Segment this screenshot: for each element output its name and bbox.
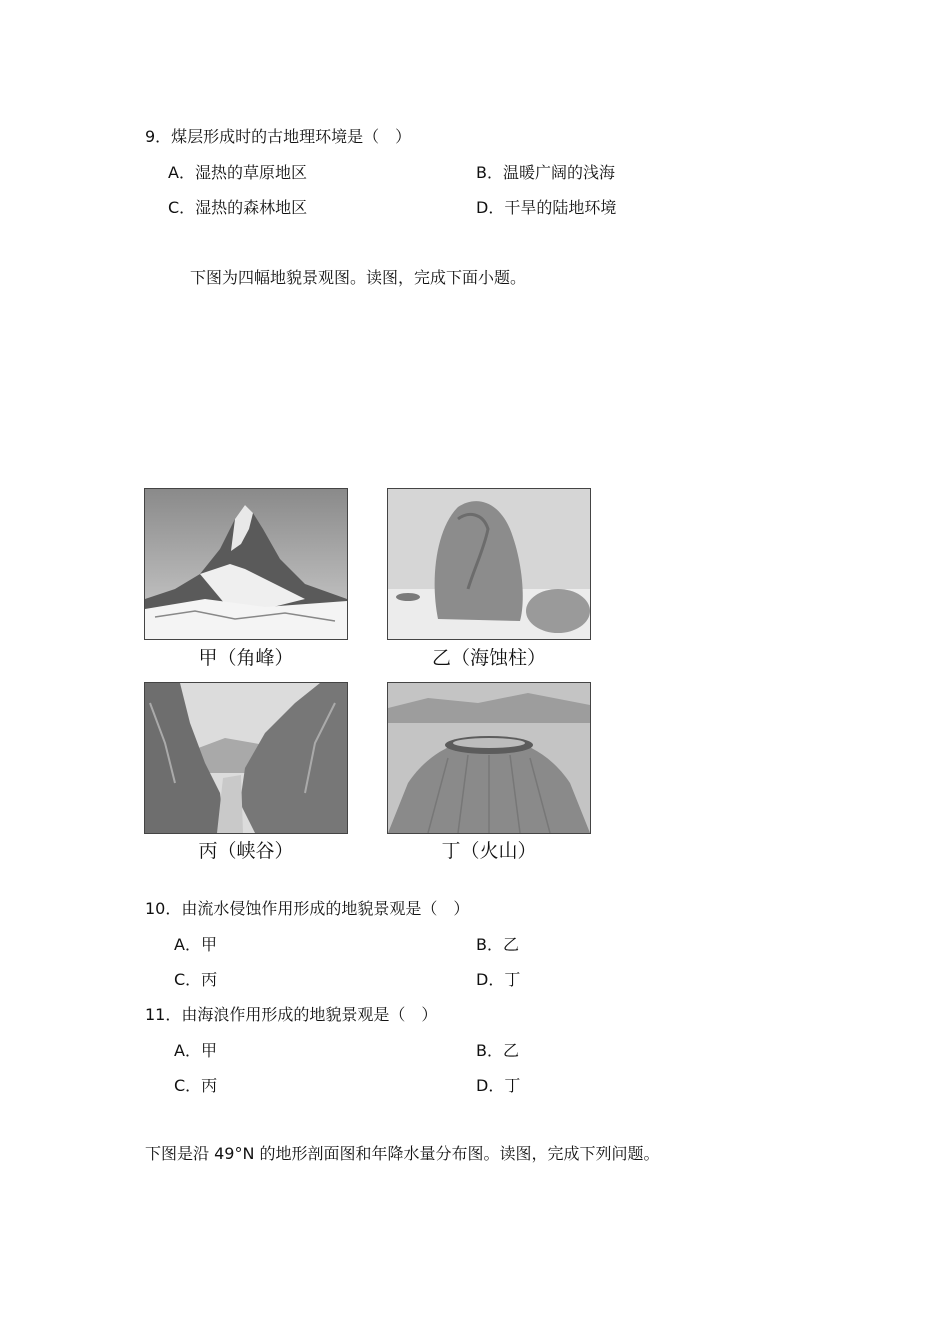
q10-option-b[interactable]: B．乙 [476,935,519,954]
q9-option-a[interactable]: A．湿热的草原地区 [168,163,307,182]
intro-landforms: 下图为四幅地貌景观图。读图，完成下面小题。 [190,268,527,287]
q11-option-b[interactable]: B．乙 [476,1041,519,1060]
q9-option-c[interactable]: C．湿热的森林地区 [168,198,308,217]
photo-sea-stack [387,488,591,640]
q11-option-c[interactable]: C．丙 [174,1076,218,1095]
photo-horn-peak [144,488,348,640]
caption-bing: 丙（峡谷） [198,840,294,862]
photo-gorge [144,682,348,834]
photo-volcano [387,682,591,834]
q9-option-d[interactable]: D．干旱的陆地环境 [476,198,617,217]
q11-option-a[interactable]: A．甲 [174,1041,217,1060]
q10-option-c[interactable]: C．丙 [174,970,218,989]
q10-stem: 10．由流水侵蚀作用形成的地貌景观是（ ） [145,899,470,918]
intro-profile: 下图是沿 49°N 的地形剖面图和年降水量分布图。读图，完成下列问题。 [145,1144,660,1163]
q9-option-b[interactable]: B．温暖广阔的浅海 [476,163,615,182]
q11-option-d[interactable]: D．丁 [476,1076,521,1095]
caption-jia: 甲（角峰） [198,647,294,669]
q11-stem: 11．由海浪作用形成的地貌景观是（ ） [145,1005,438,1024]
q10-option-a[interactable]: A．甲 [174,935,217,954]
caption-yi: 乙（海蚀柱） [431,647,546,669]
q10-option-d[interactable]: D．丁 [476,970,521,989]
caption-ding: 丁（火山） [441,840,537,862]
q9-stem: 9．煤层形成时的古地理环境是（ ） [145,127,412,146]
